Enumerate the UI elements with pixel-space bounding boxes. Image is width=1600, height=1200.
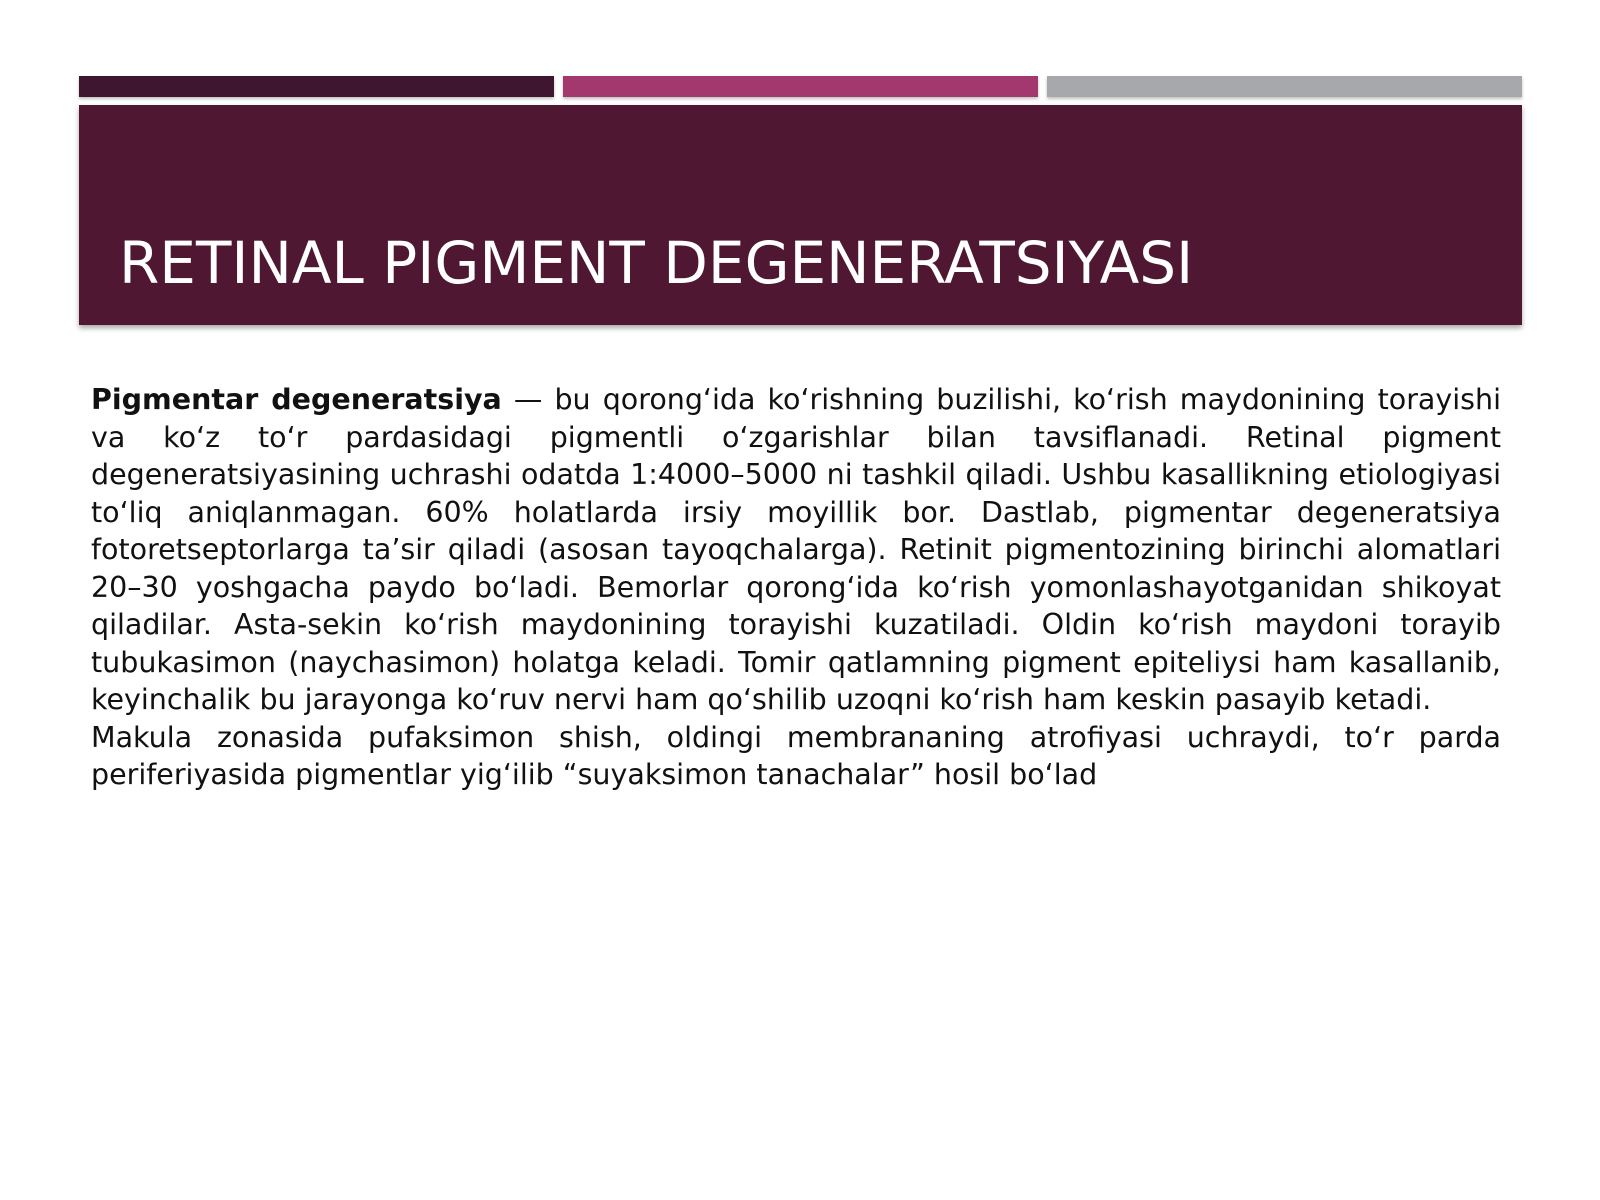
body-paragraph-1 (91, 381, 1501, 719)
accent-bar-dark (79, 76, 554, 97)
title-band (79, 105, 1522, 325)
slide-title: RETINAL PIGMENT DEGENERATSIYASI (119, 229, 1194, 297)
term-highlight: Pigmentar degeneratsiya (91, 383, 502, 416)
body-paragraph-2: Makula zonasida pufaksimon shish, oldingi membrananing atrofiyasi uchraydi, to‘r parda periferiyasida pigmentlar yig‘ilib “suyaksimon tanachalar” hosil bo‘lad (91, 720, 1501, 791)
slide-body (91, 381, 1501, 794)
accent-bar-magenta (563, 76, 1038, 97)
accent-bar-gray (1047, 76, 1522, 97)
paragraph-1-text: — bu qorong‘ida ko‘rishning buzilishi, ko‘rish maydonining torayishi va ko‘z to‘r pardasidagi pigmentli o‘zgarishlar bilan tavsiflanadi. Retinal pigment degeneratsiyasining uchrashi odatda 1:4000–5000 ni tashkil qiladi. Ushbu kasallikning etiologiyasi to‘liq aniqlanmagan. 60% holatlarda irsiy moyillik bor. Dastlab, pigmentar degeneratsiya fotoretseptorlarga ta’sir qiladi (asosan tayoqchalarga). Retinit pigmentozining birinchi alomatlari 20–30 yoshgacha paydo bo‘ladi. Bemorlar qorong‘ida ko‘rish yomonlashayotganidan shikoyat qiladilar. Asta-sekin ko‘rish maydonining torayishi kuzatiladi. Oldin ko‘rish maydoni torayib tubukasimon (naychasimon) holatga keladi. Tomir qatlamning pigment epiteliysi ham kasallanib, keyinchalik bu jarayonga ko‘ruv nervi ham qo‘shilib uzoqni ko‘rish ham keskin pasayib ketadi. (91, 383, 1501, 716)
